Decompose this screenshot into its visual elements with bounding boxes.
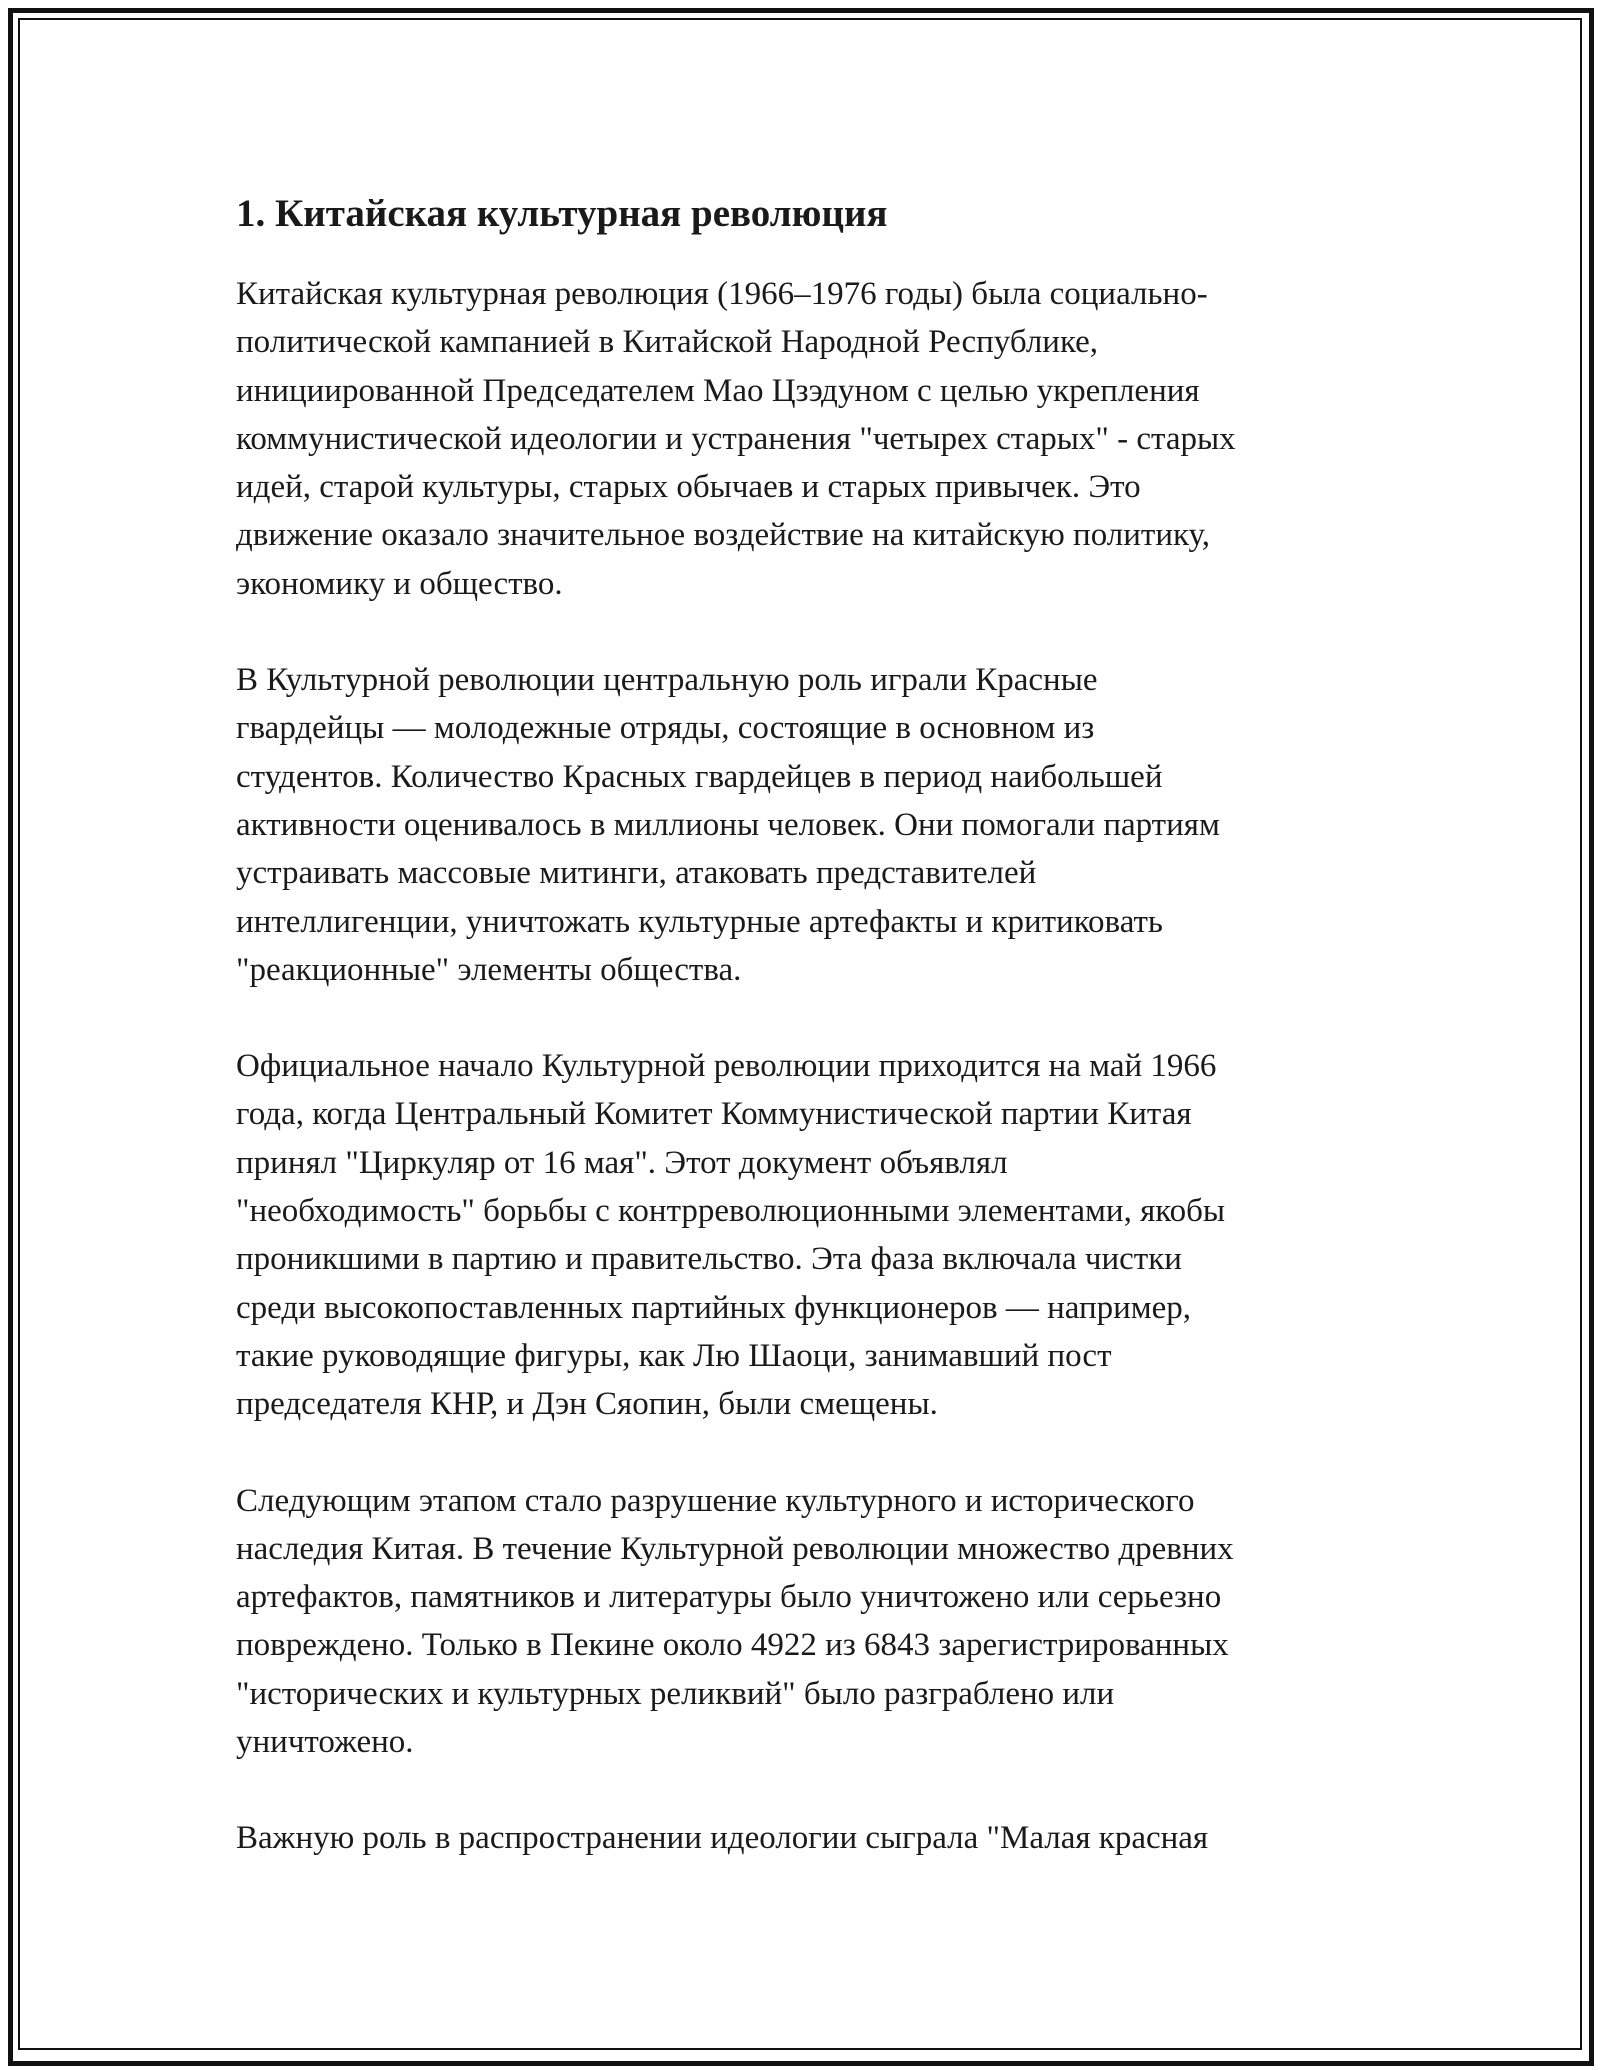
text-line: Следующим этапом стало разрушение культурного и исторического [236,1482,1195,1519]
text-line: экономику и общество. [236,565,563,602]
text-line: Важную роль в распространении идеологии сыграла "Малая красная [236,1820,1209,1857]
text-line: такие руководящие фигуры, как Лю Шаоци, занимавший пост [236,1337,1112,1374]
document-body [236,184,1366,1911]
paragraph-intro [236,270,1366,608]
text-line: движение оказало значительное воздействие на китайскую политику, [236,517,1210,554]
text-line: уничтожено. [236,1724,414,1761]
text-line: председателя КНР, и Дэн Сяопин, были смещены. [236,1386,938,1423]
text-line: интеллигенции, уничтожать культурные артефакты и критиковать [236,903,1163,940]
text-line: В Культурной революции центральную роль играли Красные [236,662,1098,699]
text-line: гвардейцы — молодежные отряды, состоящие в основном из [236,710,1095,747]
text-line: среди высокопоставленных партийных функционеров — например, [236,1289,1192,1326]
text-line: идей, старой культуры, старых обычаев и старых привычек. Это [236,469,1141,506]
paragraph-little-red-book [236,1814,1366,1862]
text-line: наследия Китая. В течение Культурной революции множество древних [236,1530,1234,1567]
text-line: студентов. Количество Красных гвардейцев в период наибольшей [236,758,1163,795]
paragraph-heritage-destruction [236,1477,1366,1767]
paragraph-red-guards [236,656,1366,994]
text-line: активности оценивалось в миллионы человек. Они помогали партиям [236,806,1220,843]
text-line: политической кампанией в Китайской Народной Республике, [236,324,1099,361]
text-line: "исторических и культурных реликвий" было разграблено или [236,1675,1115,1712]
text-line: проникшими в партию и правительство. Эта фаза включала чистки [236,1241,1182,1278]
text-line: года, когда Центральный Комитет Коммунистической партии Китая [236,1096,1192,1133]
paragraph-official-start [236,1042,1366,1428]
text-line: Китайская культурная революция (1966–1976 годы) была социально- [236,276,1208,312]
text-line: "реакционные" элементы общества. [236,951,742,988]
text-line: принял "Циркуляр от 16 мая". Этот документ объявлял [236,1144,1008,1181]
text-line: инициированной Председателем Мао Цзэдуном с целью укрепления [236,372,1200,409]
text-line: повреждено. Только в Пекине около 4922 из 6843 зарегистрированных [236,1627,1229,1664]
text-line: "необходимость" борьбы с контрреволюционными элементами, якобы [236,1193,1226,1230]
text-line: Официальное начало Культурной революции приходится на май 1966 [236,1048,1217,1085]
text-line: коммунистической идеологии и устранения "четырех старых" - старых [236,420,1236,457]
text-line: устраивать массовые митинги, атаковать представителей [236,855,1037,892]
section-heading: 1. Китайская культурная революция [236,192,888,235]
text-line: артефактов, памятников и литературы было уничтожено или серьезно [236,1579,1222,1616]
